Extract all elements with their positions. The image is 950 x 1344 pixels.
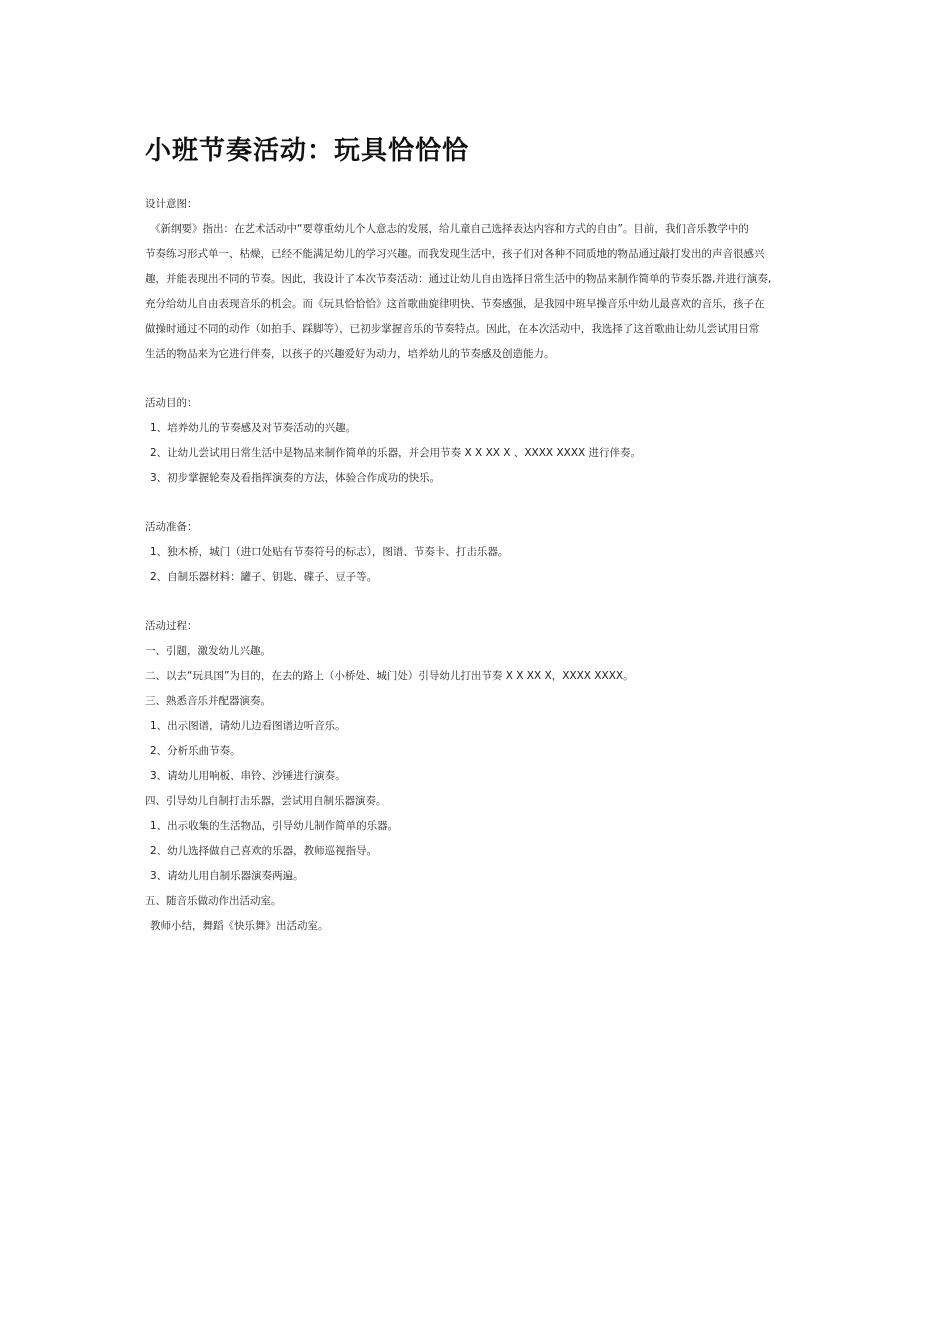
prep-item: 1、独木桥，城门（进口处贴有节奏符号的标志），图谱、节奏卡、打击乐器。 [150, 546, 509, 558]
intent-line: 做操时通过不同的动作（如拍手、踩脚等），已初步掌握音乐的节奏特点。因此，在本次活动中，我选择了这首歌曲让幼儿尝试用日常 [145, 323, 760, 335]
intent-line: 充分给幼儿自由表现音乐的机会。而《玩具恰恰恰》这首歌曲旋律明快、节奏感强，是我园中班早操音乐中幼儿最喜欢的音乐，孩子在 [145, 298, 765, 310]
process-step: 三、熟悉音乐并配器演奏。 [145, 695, 271, 707]
prep-heading: 活动准备： [145, 521, 198, 533]
intent-line: 《新纲要》指出：在艺术活动中“要尊重幼儿个人意志的发展，给儿童自己选择表达内容和方式的自由”。目前，我们音乐教学中的 [150, 223, 749, 235]
process-summary: 教师小结，舞蹈《快乐舞》出活动室。 [150, 920, 329, 932]
intent-line: 节奏练习形式单一、枯燥，已经不能满足幼儿的学习兴趣。而我发现生活中，孩子们对各种不同质地的物品通过敲打发出的声音很感兴 [145, 248, 765, 260]
goal-item: 2、让幼儿尝试用日常生活中是物品来制作简单的乐器，并会用节奏 X X XX X 、XXXX XXXX 进行伴奏。 [150, 447, 642, 459]
process-step: 二、以去“玩具国”为目的，在去的路上（小桥处、城门处）引导幼儿打出节奏 X X XX X，XXXX XXXX。 [145, 670, 634, 682]
process-substep: 3、请幼儿用响板、串铃、沙锤进行演奏。 [150, 770, 346, 782]
goal-item: 3、初步掌握轮奏及看指挥演奏的方法，体验合作成功的快乐。 [150, 472, 441, 484]
process-heading: 活动过程： [145, 620, 198, 632]
process-substep: 2、分析乐曲节奏。 [150, 745, 241, 757]
process-step: 四、引导幼儿自制打击乐器，尝试用自制乐器演奏。 [145, 795, 387, 807]
process-step: 五、随音乐做动作出活动室。 [145, 895, 282, 907]
intent-line: 趣，并能表现出不同的节奏。因此，我设计了本次节奏活动：通过让幼儿自由选择日常生活中的物品来制作简单的节奏乐器,并进行演奏, [145, 273, 772, 285]
goals-heading: 活动目的： [145, 397, 198, 409]
goal-item: 1、培养幼儿的节奏感及对节奏活动的兴趣。 [150, 422, 357, 434]
document-title: 小班节奏活动：玩具恰恰恰 [145, 136, 470, 166]
prep-item: 2、自制乐器材料：罐子、钥匙、碟子、豆子等。 [150, 571, 378, 583]
process-step: 一、引题，激发幼儿兴趣。 [145, 645, 271, 657]
process-substep: 2、幼儿选择做自己喜欢的乐器，教师巡视指导。 [150, 845, 378, 857]
document-body [145, 192, 815, 939]
process-substep: 1、出示收集的生活物品，引导幼儿制作简单的乐器。 [150, 820, 399, 832]
intent-heading: 设计意图： [145, 198, 198, 210]
process-substep: 3、请幼儿用自制乐器演奏两遍。 [150, 870, 304, 882]
intent-line: 生活的物品来为它进行伴奏，以孩子的兴趣爱好为动力，培养幼儿的节奏感及创造能力。 [145, 348, 555, 360]
process-substep: 1、出示图谱，请幼儿边看图谱边听音乐。 [150, 720, 346, 732]
